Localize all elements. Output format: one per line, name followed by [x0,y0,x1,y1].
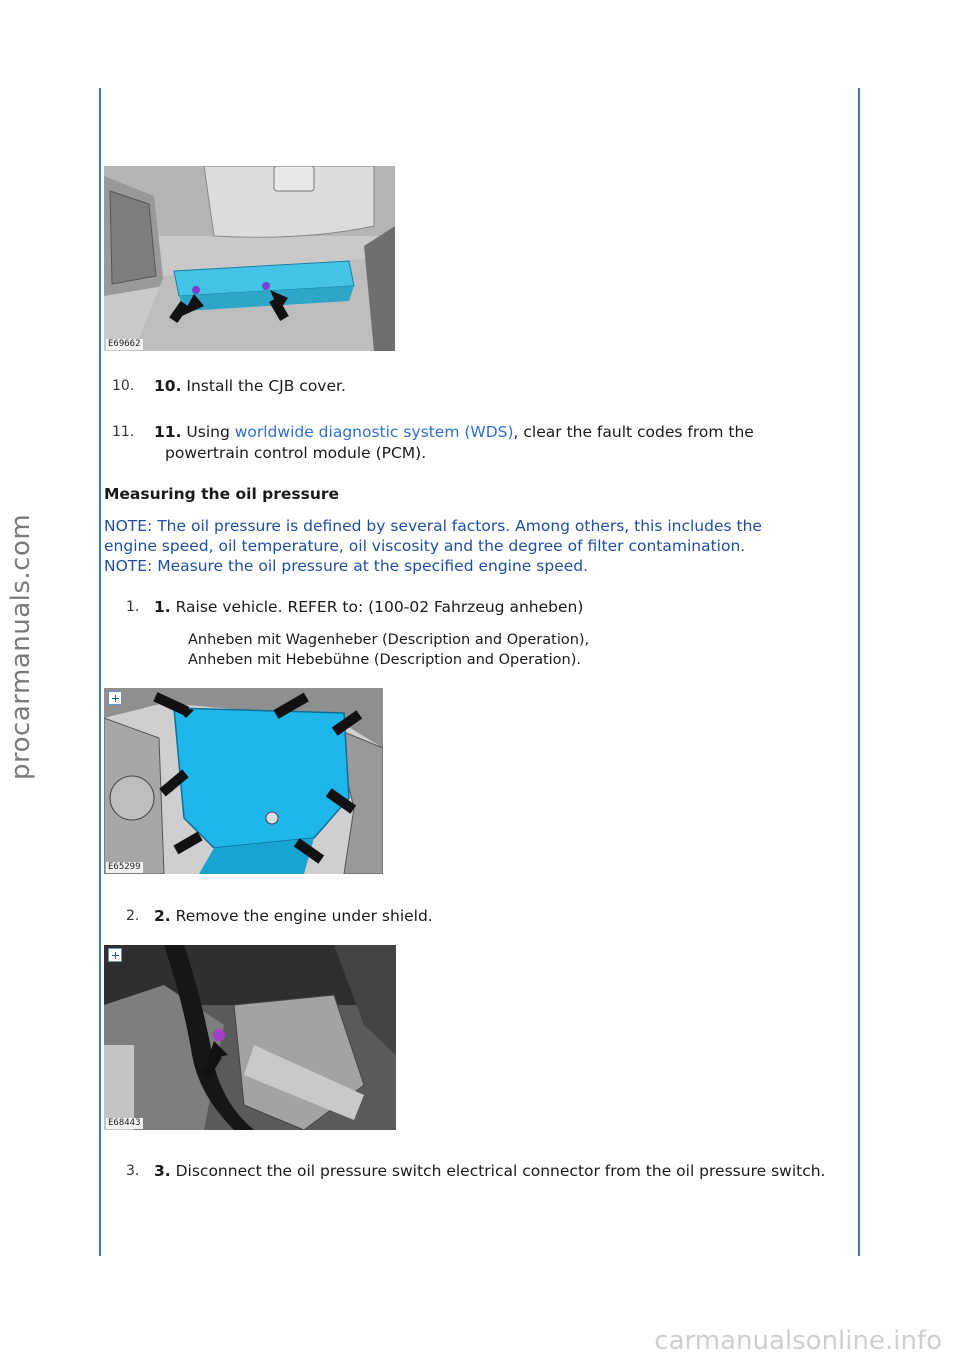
figure-tag: E68443 [108,1118,141,1128]
step-number: 11. [112,424,135,440]
figure-tag: E65299 [108,862,141,872]
lift-reference-link[interactable]: Anheben mit Hebebühne (Description and Operation). [188,652,582,668]
note-1: NOTE: The oil pressure is defined by several factors. Among others, this includes the engine speed, oil temperature, oil viscosity and the degree of filter contamination. [104,517,762,555]
side-watermark: procarmanuals.com [6,513,36,780]
figure-cjb [104,166,395,351]
step-text: 2. Remove the engine under shield. [154,907,433,925]
step-text: 1. Raise vehicle. REFER to: (100-02 Fahrzeug anheben) [154,598,584,616]
step-2 [126,906,826,928]
step-number: 3. [126,1163,140,1179]
jack-reference-link[interactable]: Anheben mit Wagenheber (Description and Operation), [188,632,590,648]
zoom-icon[interactable] [108,691,122,705]
left-margin-rule [99,88,101,1256]
step-11 [112,422,832,466]
step-number: 1. [126,599,140,615]
step-text: 3. Disconnect the oil pressure switch electrical connector from the oil pressure switch. [154,1162,826,1180]
figure-under-shield [104,688,383,874]
step-number: 10. [112,378,135,394]
section-heading: Measuring the oil pressure [104,485,340,503]
bottom-watermark: carmanualsonline.info [654,1326,942,1356]
note-2: NOTE: Measure the oil pressure at the specified engine speed. [104,557,589,575]
step-number: 2. [126,908,140,924]
cjb-illustration [104,166,395,351]
step-10 [112,376,832,398]
step-3 [126,1161,856,1183]
oil-pressure-switch-photo [104,945,396,1130]
right-margin-rule [858,88,860,1256]
under-shield-illustration [104,688,383,874]
figure-oil-pressure-switch [104,945,396,1130]
wds-link[interactable]: worldwide diagnostic system (WDS) [234,423,514,441]
step-text: 10. Install the CJB cover. [154,377,346,395]
step-1 [126,597,826,619]
step-text: 11. Using worldwide diagnostic system (WDS), clear the fault codes from the powertrain control module (PCM). [154,423,754,462]
figure-tag: E69662 [108,339,141,349]
zoom-icon[interactable] [108,948,122,962]
step-1-reference [188,630,589,670]
